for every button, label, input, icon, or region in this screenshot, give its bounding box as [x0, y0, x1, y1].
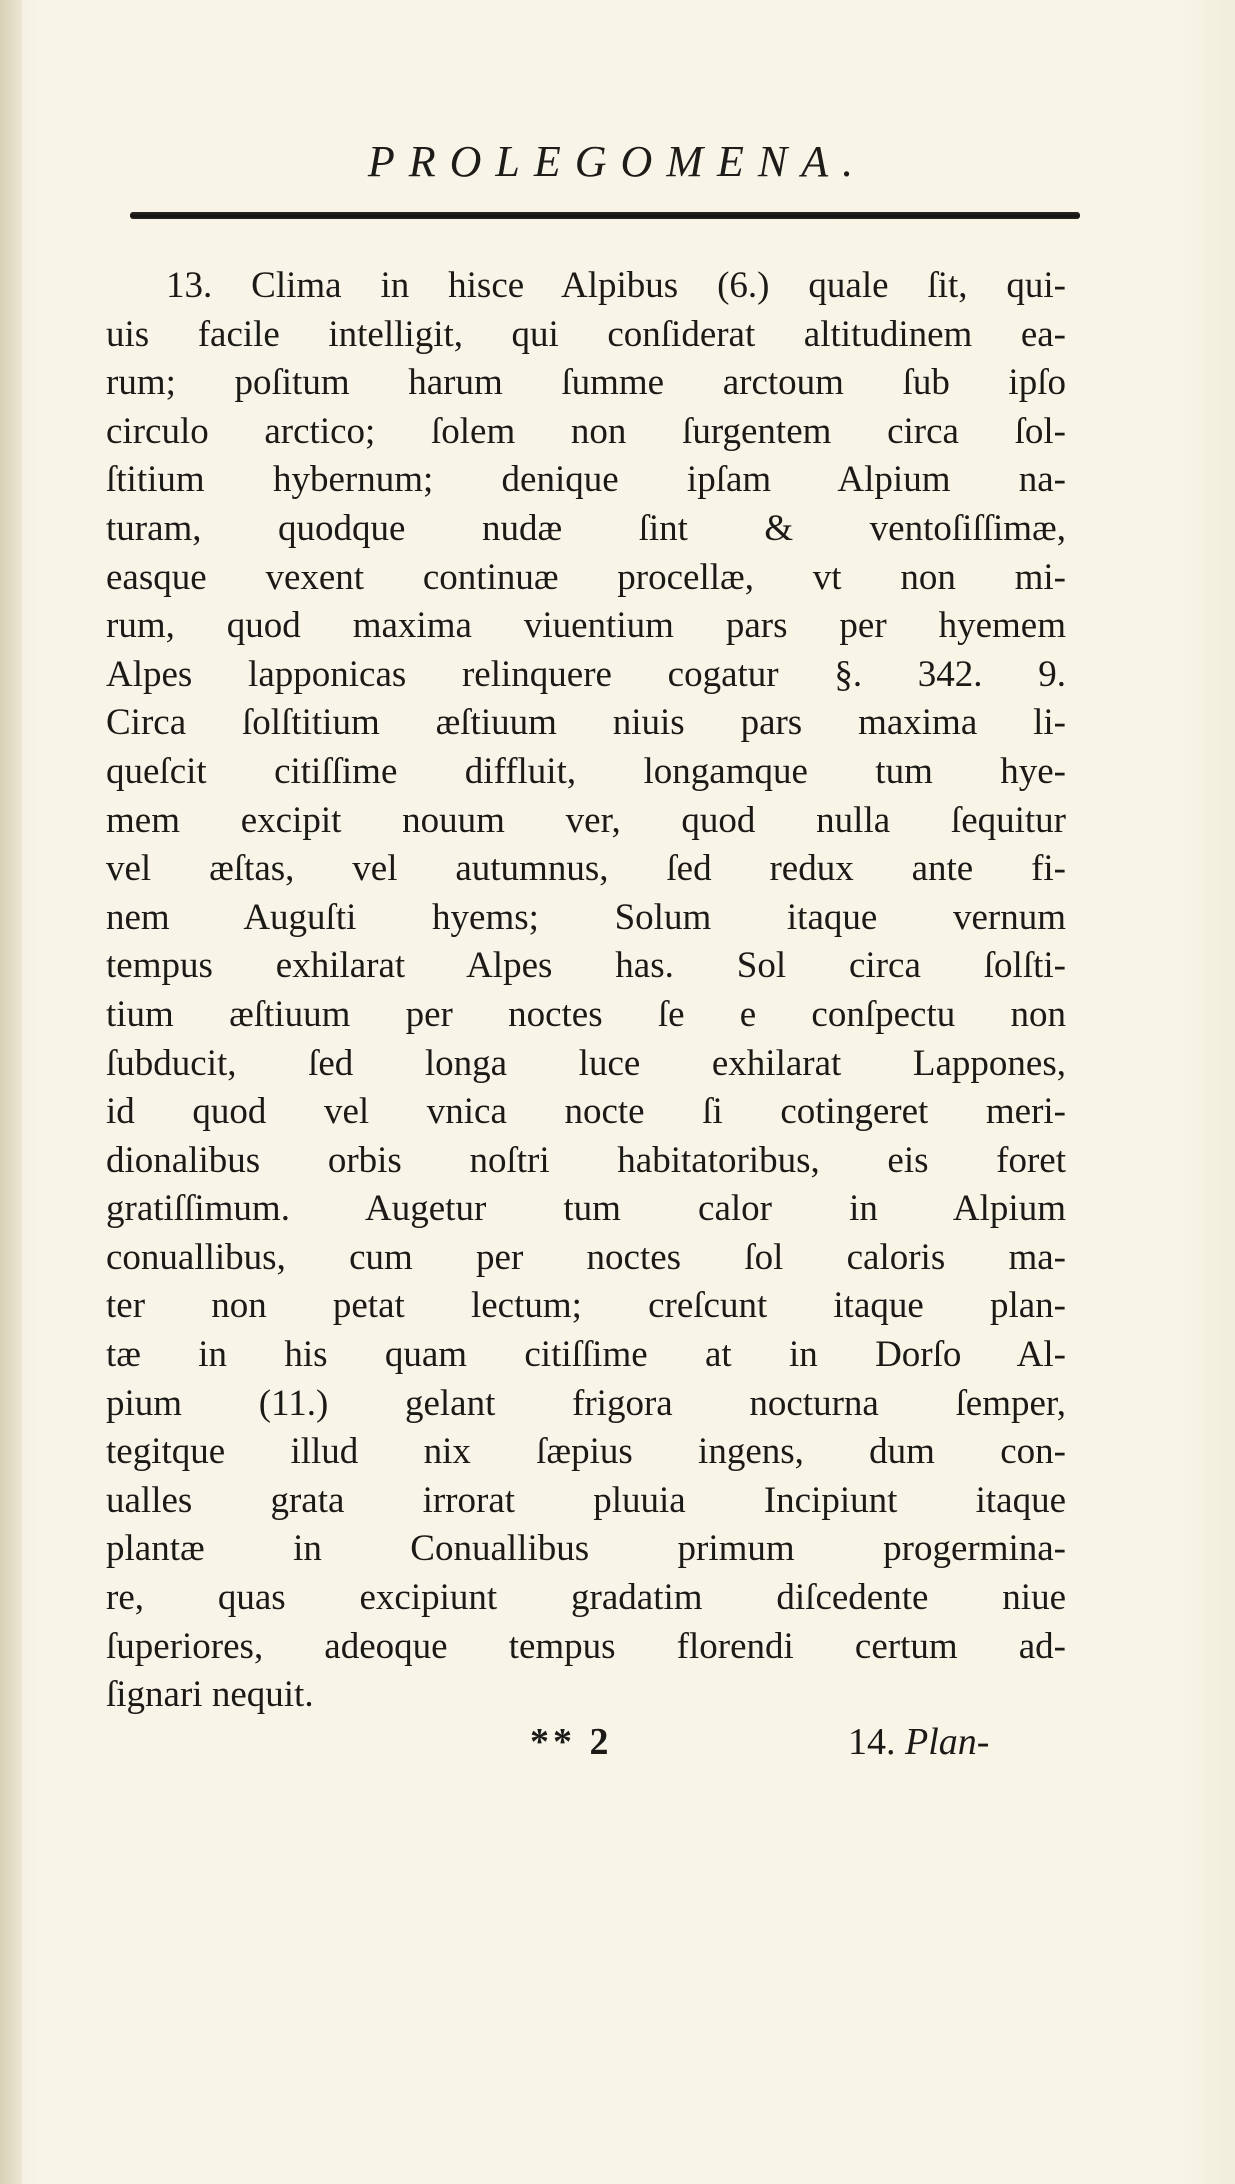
- text-line: mem excipit nouum ver, quod nulla ſequitur: [106, 799, 1066, 841]
- catchword-word: Plan-: [905, 1721, 990, 1763]
- text-line: ter non petat lectum; creſcunt itaque plan-: [106, 1285, 1066, 1327]
- text-line: conuallibus, cum per noctes ſol caloris ma-: [106, 1236, 1066, 1278]
- text-line: ualles grata irrorat pluuia Incipiunt itaque: [106, 1479, 1066, 1521]
- text-line: tegitque illud nix ſæpius ingens, dum con-: [106, 1431, 1066, 1473]
- text-line: nem Auguſti hyems; Solum itaque vernum: [106, 896, 1066, 938]
- text-line: uis facile intelligit, qui conſiderat altitudinem ea-: [106, 313, 1066, 355]
- text-line: plantæ in Conuallibus primum progerminа-: [106, 1528, 1066, 1570]
- paragraph-13: [106, 262, 1066, 1720]
- running-head: PROLEGOMENA.: [367, 137, 868, 186]
- text-line: ſignari nequit.: [106, 1674, 314, 1716]
- text-line: queſcit citiſſime diffluit, longamque tum hye-: [106, 750, 1066, 792]
- text-line: circulo arctico; ſolem non ſurgentem circa ſol-: [106, 410, 1066, 452]
- text-line: 13. Clima in hisce Alpibus (6.) quale ſit, qui-: [166, 265, 1066, 306]
- text-line: tæ in his quam citiſſime at in Dorſo Al-: [106, 1334, 1066, 1376]
- text-line: Alpes lapponicas relinquere cogatur §. 342. 9.: [106, 653, 1066, 695]
- text-line: pium (11.) gelant frigora nocturna ſemper,: [106, 1382, 1066, 1424]
- text-line: re, quas excipiunt gradatim diſcedente niue: [106, 1577, 1066, 1619]
- text-line: tium æſtiuum per noctes ſe e conſpectu non: [106, 993, 1066, 1035]
- text-line: rum, quod maxima viuentium pars per hyemem: [106, 605, 1066, 647]
- head-rule: [130, 212, 1080, 219]
- text-line: rum; poſitum harum ſumme arctoum ſub ipſo: [106, 362, 1066, 404]
- text-line: dionalibus orbis noſtri habitatoribus, eis foret: [106, 1139, 1066, 1181]
- catchword: [848, 1720, 989, 1764]
- text-line: easque vexent continuæ procellæ, vt non mi-: [106, 556, 1066, 598]
- signature-mark: ** 2: [530, 1721, 613, 1763]
- page-footer: [0, 1720, 1235, 1776]
- text-line: ſubducit, ſed longa luce exhilarat Lappones,: [106, 1042, 1066, 1084]
- text-line: ſuperiores, adeoque tempus florendi certum ad-: [106, 1625, 1066, 1667]
- text-line: tempus exhilarat Alpes has. Sol circa ſolſti-: [106, 945, 1066, 987]
- text-line: ſtitium hybernum; denique ipſam Alpium na-: [106, 459, 1066, 501]
- text-line: turam, quodque nudæ ſint & ventoſiſſimæ,: [106, 507, 1066, 549]
- text-line: gratiſſimum. Augetur tum calor in Alpium: [106, 1188, 1066, 1230]
- binding-edge: [0, 0, 22, 2184]
- catchword-number: 14.: [848, 1721, 896, 1763]
- text-line: vel æſtas, vel autumnus, ſed redux ante fi-: [106, 848, 1066, 890]
- text-line: id quod vel vnica nocte ſi cotingeret meri-: [106, 1091, 1066, 1133]
- text-line: Circa ſolſtitium æſtiuum niuis pars maxima li-: [106, 702, 1066, 744]
